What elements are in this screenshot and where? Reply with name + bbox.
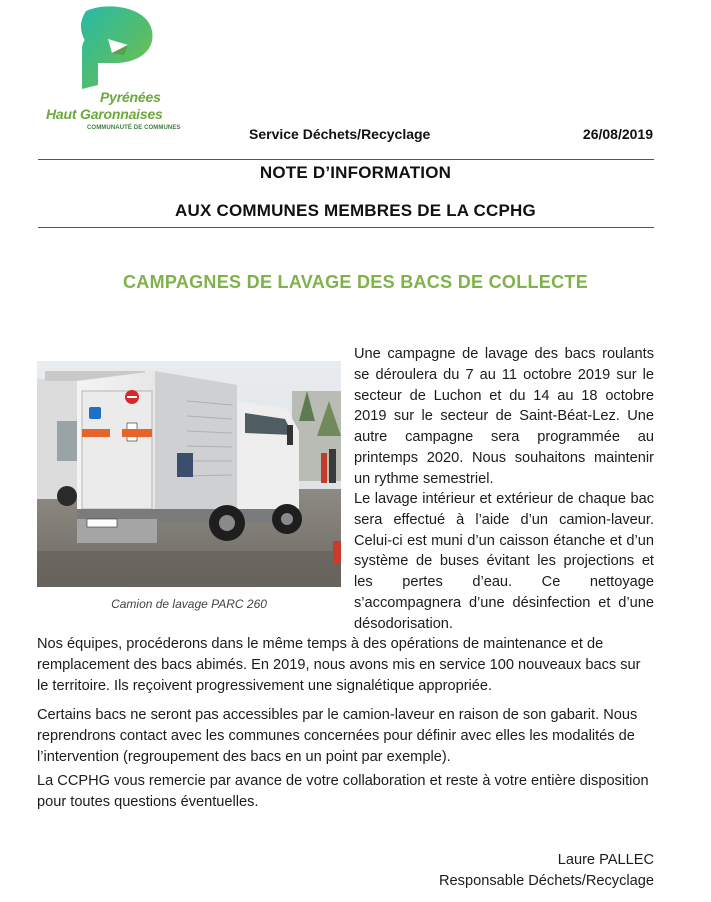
note-title: NOTE D’INFORMATION (259, 163, 452, 182)
service-name: Service Déchets/Recyclage (249, 126, 431, 142)
document-date: 26/08/2019 (582, 126, 653, 142)
paragraph-campaign-dates: Une campagne de lavage des bacs roulants se déroulera du 7 au 11 octobre 2019 sur le secteur de Luchon et du 14 au 18 octobre 2019 sur le secteur de Saint-Béat-Lez. Une autre campagne sera programmée au printemps 2020. Nous souhaitons maintenir un rythme semestriel. (354, 346, 654, 487)
paragraph-washing-process: Le lavage intérieur et extérieur de chaque bac sera effectué à l’aide d’un camion-laveur. Celui-ci est muni d’un caisson étanche et d’un système de buses évitant les projections et les pertes d’eau. Ce nettoyage s’accompagnera d’une désinfection et d’une désodorisation. (354, 491, 654, 632)
paragraph-thanks: La CCPHG vous remercie par avance de votre collaboration et reste à votre entière disposition pour toutes questions éventuelles. (37, 773, 649, 810)
logo-text-pyrenees: Pyrénées (100, 89, 161, 105)
truck-image (37, 361, 341, 587)
header-rule-top (38, 159, 654, 160)
section-heading: CAMPAGNES DE LAVAGE DES BACS DE COLLECTE (122, 272, 589, 292)
paragraph-accessibility: Certains bacs ne seront pas accessibles par le camion-laveur en raison de son gabarit. Nous reprendrons contact avec les communes concernées pour définir avec elles les modalités de l’intervention (regroupement des bacs en un point par exemple). (37, 707, 638, 765)
paragraph-maintenance: Nos équipes, procéderons dans le même temps à des opérations de maintenance et de remplacement des bacs abimés. En 2019, nous avons mis en service 100 nouveaux bacs sur le territoire. Ils reçoivent progressivement une signalétique appropriée. (37, 636, 641, 694)
logo (40, 5, 190, 135)
logo-mark-icon (68, 5, 160, 91)
logo-text-communaute: COMMUNAUTÉ DE COMMUNES (87, 125, 181, 131)
logo-text-haut-garonnaises: Haut Garonnaises (46, 106, 163, 122)
truck-photo (37, 361, 341, 587)
photo-caption: Camion de lavage PARC 260 (111, 597, 267, 611)
note-subtitle: AUX COMMUNES MEMBRES DE LA CCPHG (175, 201, 536, 220)
signature-role: Responsable Déchets/Recyclage (439, 873, 654, 889)
header-rule-bottom (38, 227, 654, 228)
signature-name: Laure PALLEC (557, 852, 654, 868)
